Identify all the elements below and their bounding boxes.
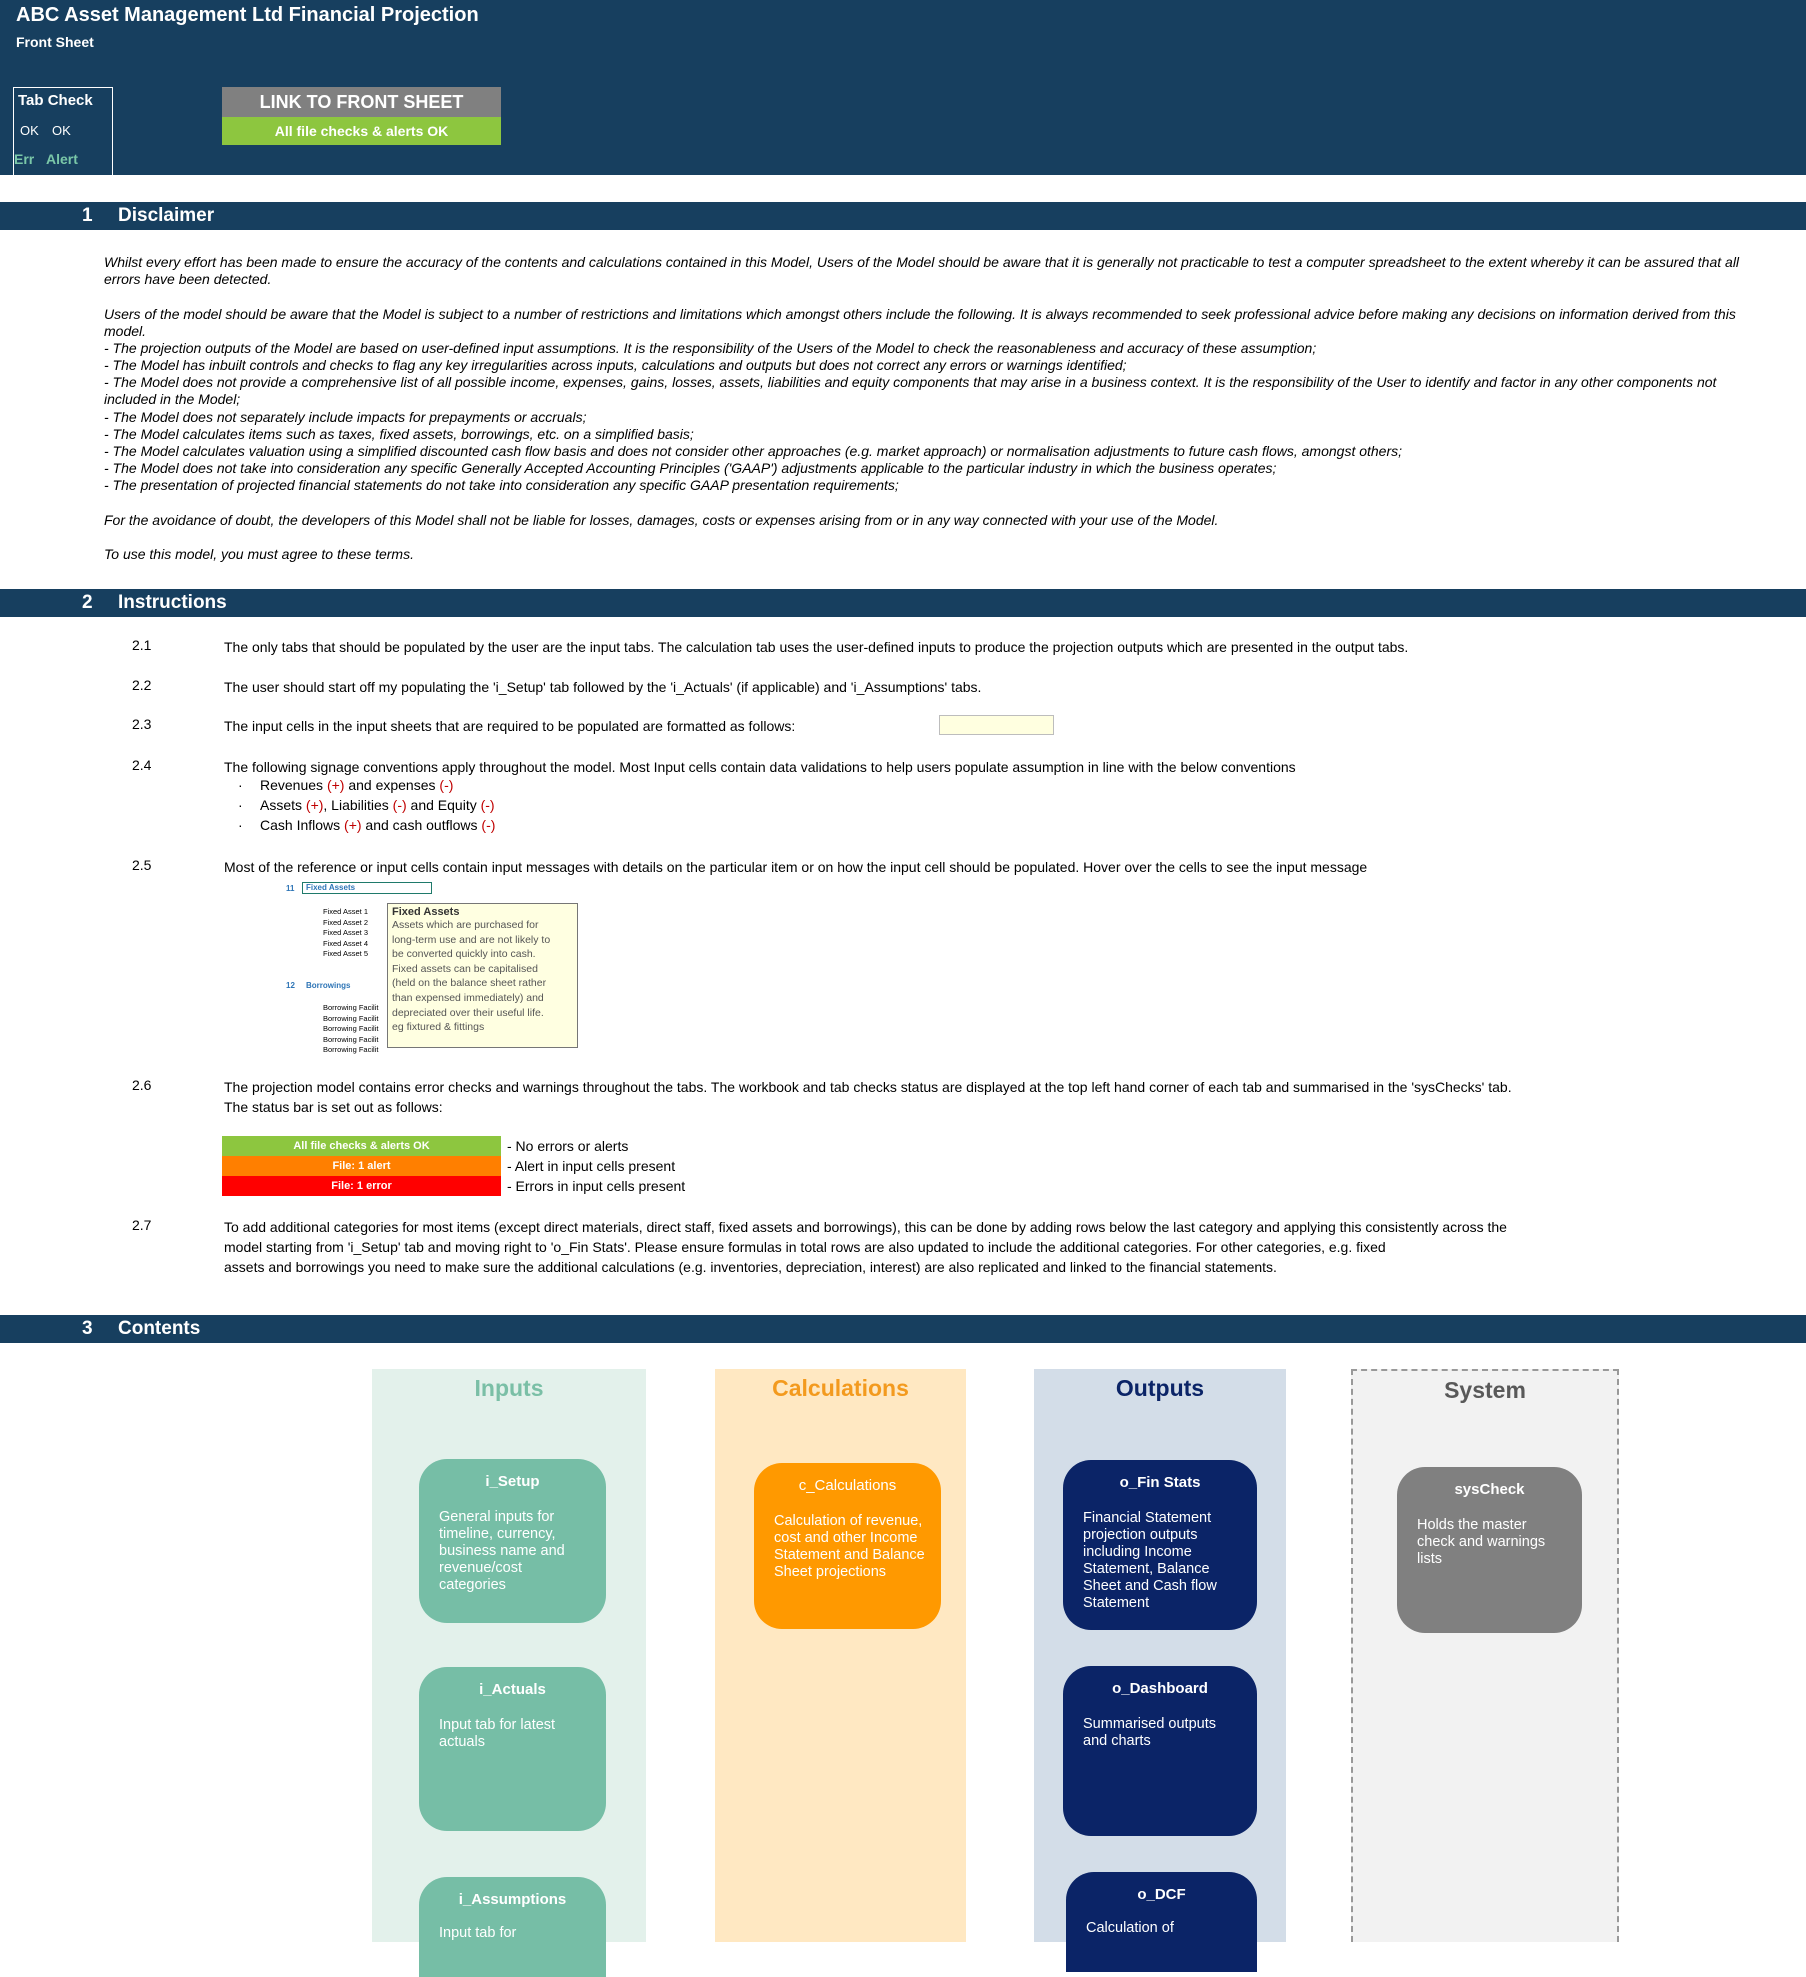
signage-assets: Assets (+), Liabilities (-) and Equity (-) <box>260 797 495 813</box>
instruction-number: 2.7 <box>132 1217 152 1233</box>
example-row-number: 12 <box>286 981 295 990</box>
instruction-number: 2.1 <box>132 637 152 653</box>
column-title-calculations: Calculations <box>772 1375 909 1401</box>
tab-check-ok-err: OK <box>20 123 39 138</box>
example-heading: Borrowings <box>306 981 351 990</box>
instruction-text: The user should start off my populating the 'i_Setup' tab followed by the 'i_Actuals' (if applicable) and 'i_Assumptions' tabs. <box>224 679 982 695</box>
tab-card-description: Summarised outputs and charts <box>1083 1716 1216 1749</box>
section-instructions-bar <box>0 589 1806 617</box>
tab-card-description: Calculation of revenue, cost and other Income Statement and Balance Sheet projections <box>774 1513 925 1580</box>
tab-card-o-dcf[interactable] <box>1066 1872 1257 1972</box>
tab-check-ok-alert: OK <box>52 123 71 138</box>
disclaimer-list-item: - The Model does not provide a comprehensive list of all possible income, expenses, gains, losses, assets, liabilities and equity components that may arise in a business context. It is the responsibility of the User to identify and factor in any other components not included in the Model; <box>104 374 1717 407</box>
status-legend-error: File: 1 error <box>222 1176 501 1196</box>
contents-column-system <box>1351 1369 1619 1942</box>
tab-check-err-label: Err <box>14 151 35 167</box>
instruction-text: The input cells in the input sheets that are required to be populated are formatted as follows: <box>224 718 796 734</box>
example-fixed-asset-list: Fixed Asset 1 Fixed Asset 2 Fixed Asset 3 Fixed Asset 4 Fixed Asset 5 <box>323 907 369 958</box>
disclaimer-list-item: - The Model calculates items such as taxes, fixed assets, borrowings, etc. on a simplified basis; <box>104 426 694 442</box>
instruction-text: model starting from 'i_Setup' tab and moving right to 'o_Fin Stats'. Please ensure formulas in total rows are also updated to include the additional categories. For other categories, e.g. fixed <box>224 1239 1386 1255</box>
example-tooltip: Fixed Assets Assets which are purchased for long-term use and are not likely to be converted quickly into cash. Fixed assets can be capitalised (held on the balance sheet rather than expensed immediately) and depreciated over their useful life. eg fixtured & fittings <box>387 903 578 1048</box>
file-status-bar: All file checks & alerts OK <box>222 117 501 145</box>
tab-card-title: i_Actuals <box>479 1681 546 1698</box>
instruction-text: The only tabs that should be populated by the user are the input tabs. The calculation tab uses the user-defined inputs to produce the projection outputs which are presented in the output tabs. <box>224 639 1409 655</box>
header-bar <box>0 0 1806 175</box>
disclaimer-paragraph: Whilst every effort has been made to ensure the accuracy of the contents and calculations contained in this Model, Users of the Model should be aware that it is generally not practicable to test a computer spreadsheet to the extent whereby it can be assured that all errors have been detected. <box>104 254 1740 287</box>
tab-check-title: Tab Check <box>18 92 93 109</box>
tab-card-description: Holds the master check and warnings lists <box>1417 1517 1546 1567</box>
disclaimer-list-item: - The Model does not take into consideration any specific Generally Accepted Accounting Principles ('GAAP') adjustments applicable to the particular industry in which the business operates; <box>104 460 1277 476</box>
link-to-front-sheet-button[interactable]: LINK TO FRONT SHEET <box>222 87 501 117</box>
section-disclaimer-bar <box>0 202 1806 230</box>
tab-card-i-actuals[interactable] <box>419 1667 606 1831</box>
tab-card-title: sysCheck <box>1454 1481 1525 1498</box>
tab-card-syscheck[interactable] <box>1397 1467 1582 1633</box>
instruction-number: 2.5 <box>132 857 152 873</box>
tab-card-title: i_Setup <box>485 1473 540 1490</box>
instruction-text: Most of the reference or input cells contain input messages with details on the particular item or on how the input cell should be populated. Hover over the cells to see the input message <box>224 859 1368 875</box>
tab-card-description: Financial Statement projection outputs including Income Statement, Balance Sheet and Cash flow Statement <box>1083 1510 1217 1611</box>
status-legend-error-desc: - Errors in input cells present <box>507 1178 686 1194</box>
disclaimer-paragraph: Users of the model should be aware that the Model is subject to a number of restrictions and limitations which amongst others include the following. It is always recommended to seek professional advice before making any decisions on information derived from this model. <box>104 306 1736 339</box>
tab-card-title: o_DCF <box>1137 1886 1186 1903</box>
tab-card-c-calculations[interactable] <box>754 1463 941 1629</box>
disclaimer-list-item: - The projection outputs of the Model are based on user-defined input assumptions. It is the responsibility of the Users of the Model to check the reasonableness and accuracy of these assumption; <box>104 340 1317 356</box>
status-legend-ok: All file checks & alerts OK <box>222 1136 501 1156</box>
tab-card-title: o_Fin Stats <box>1119 1474 1201 1491</box>
tab-card-description: Calculation of <box>1086 1920 1174 1936</box>
tab-card-title: o_Dashboard <box>1112 1680 1208 1697</box>
status-legend-alert: File: 1 alert <box>222 1156 501 1176</box>
bullet-dot: · <box>238 777 243 793</box>
tab-card-description: Input tab for <box>439 1925 517 1941</box>
signage-revenues: Revenues (+) and expenses (-) <box>260 777 454 793</box>
disclaimer-paragraph: For the avoidance of doubt, the developers of this Model shall not be liable for losses, damages, costs or expenses arising from or in any way connected with your use of the Model. <box>104 512 1219 528</box>
disclaimer-list-item: - The presentation of projected financial statements do not take into consideration any specific GAAP presentation requirements; <box>104 477 899 493</box>
bullet-dot: · <box>238 797 243 813</box>
instruction-number: 2.6 <box>132 1077 152 1093</box>
section-contents-bar <box>0 1315 1806 1343</box>
input-cell-format-sample <box>939 715 1054 735</box>
app-subtitle: Front Sheet <box>16 34 94 50</box>
contents-column-calculations <box>715 1369 966 1942</box>
app-title: ABC Asset Management Ltd Financial Projection <box>16 4 479 26</box>
instruction-text: assets and borrowings you need to make sure the additional calculations (e.g. inventories, depreciation, interest) are also replicated and linked to the financial statements. <box>224 1259 1277 1275</box>
example-row-number: 11 <box>286 884 295 893</box>
instruction-number: 2.3 <box>132 716 152 732</box>
tab-card-title: c_Calculations <box>798 1477 897 1494</box>
disclaimer-list-item: - The Model calculates valuation using a simplified discounted cash flow basis and does not consider other approaches (e.g. market approach) or normalisation adjustments to future cash flows, amongst others; <box>104 443 1403 459</box>
contents-column-inputs <box>372 1369 646 1942</box>
tab-card-i-assumptions[interactable] <box>419 1877 606 1977</box>
section-number: 3 <box>82 1318 93 1339</box>
disclaimer-paragraph: To use this model, you must agree to these terms. <box>104 546 414 562</box>
section-title: Disclaimer <box>118 205 215 226</box>
example-heading: Fixed Assets <box>306 883 356 892</box>
tab-card-o-fin-stats[interactable] <box>1063 1460 1257 1630</box>
tab-check-box <box>13 87 113 175</box>
disclaimer-list-item: - The Model does not separately include impacts for prepayments or accruals; <box>104 409 587 425</box>
example-borrowing-list: Borrowing Facilit Borrowing Facilit Borrowing Facilit Borrowing Facilit Borrowing Facilit <box>323 1003 379 1054</box>
tab-card-description: Input tab for latest actuals <box>439 1717 556 1750</box>
instruction-text: The following signage conventions apply throughout the model. Most Input cells contain data validations to help users populate assumption in line with the below conventions <box>224 759 1296 775</box>
column-title-outputs: Outputs <box>1115 1375 1205 1401</box>
section-title: Instructions <box>118 592 227 613</box>
column-title-system: System <box>1444 1377 1526 1403</box>
instruction-number: 2.2 <box>132 677 152 693</box>
tab-card-title: i_Assumptions <box>458 1891 567 1908</box>
tab-card-description: General inputs for timeline, currency, business name and revenue/cost categories <box>439 1509 565 1593</box>
section-number: 2 <box>82 592 93 613</box>
instruction-text: The projection model contains error checks and warnings throughout the tabs. The workbook and tab checks status are displayed at the top left hand corner of each tab and summarised in the 'sysChecks' tab. <box>224 1079 1512 1095</box>
tab-card-o-dashboard[interactable] <box>1063 1666 1257 1836</box>
tab-check-alert-label: Alert <box>46 151 78 167</box>
status-legend-alert-desc: - Alert in input cells present <box>507 1158 676 1174</box>
contents-column-outputs <box>1034 1369 1286 1942</box>
section-title: Contents <box>118 1318 201 1339</box>
column-title-inputs: Inputs <box>474 1375 544 1401</box>
instruction-text: To add additional categories for most items (except direct materials, direct staff, fixed assets and borrowings), this can be done by adding rows below the last category and applying this consistently across the <box>224 1219 1507 1235</box>
input-message-example-image <box>278 880 608 1058</box>
tab-card-i-setup[interactable] <box>419 1459 606 1623</box>
disclaimer-list-item: - The Model has inbuilt controls and checks to flag any key irregularities across inputs, calculations and outputs but does not correct any errors or warnings identified; <box>104 357 1127 373</box>
instruction-number: 2.4 <box>132 757 152 773</box>
instruction-text: The status bar is set out as follows: <box>224 1099 443 1115</box>
signage-cash: Cash Inflows (+) and cash outflows (-) <box>260 817 496 833</box>
section-number: 1 <box>82 205 93 226</box>
bullet-dot: · <box>238 817 243 833</box>
status-legend-ok-desc: - No errors or alerts <box>507 1138 629 1154</box>
